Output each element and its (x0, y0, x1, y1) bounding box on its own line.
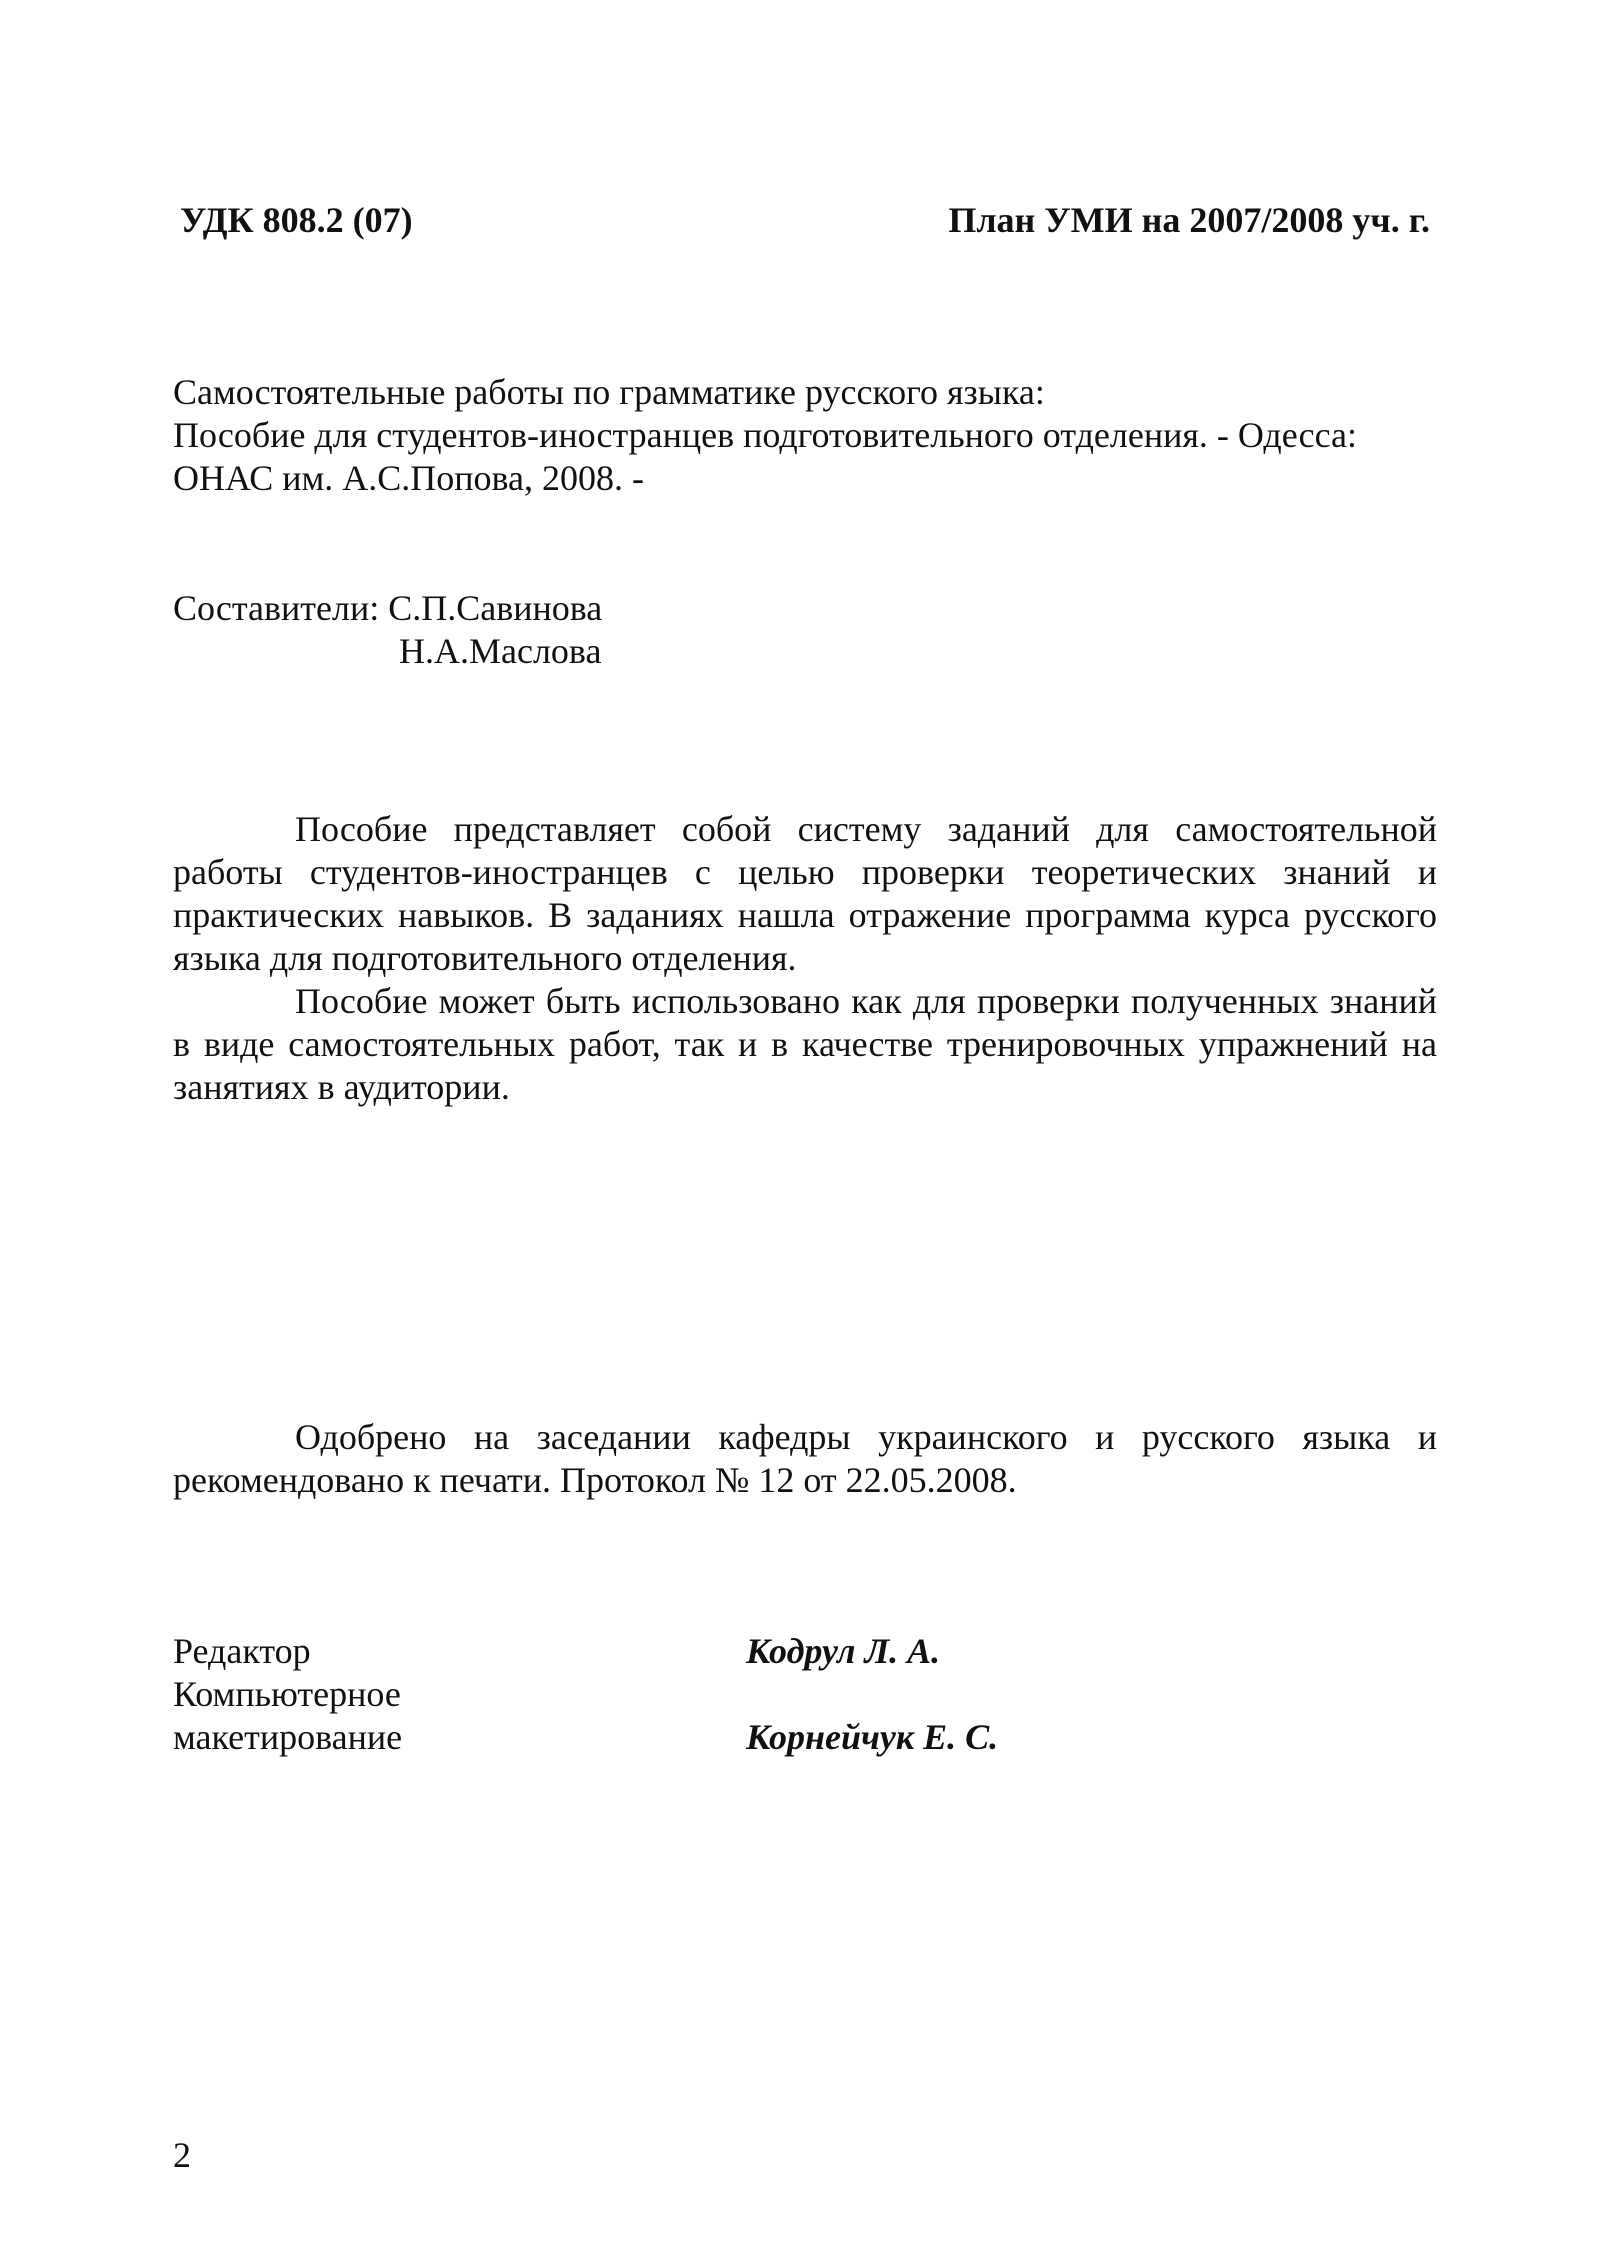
compilers-label: Составители: С.П.Савинова (173, 588, 603, 628)
citation-line-3: ОНАС им. А.С.Попова, 2008. - (173, 458, 645, 498)
layout-name: Корнейчук Е. С. (746, 1717, 999, 1757)
compiler-second: Н.А.Маслова (399, 631, 602, 671)
abstract-paragraph-1: Пособие представляет собой систему заданий для самостоятельной работы студентов-иностранцев с целью проверки теоретических знаний и практических навыков. В заданиях нашла отражение программа курса русского языка для подготовительного отделения. (173, 809, 1437, 978)
layout-role-line-1: Компьютерное (173, 1674, 401, 1714)
editor-role: Редактор (173, 1631, 311, 1671)
compilers-block (173, 587, 602, 673)
approval-note: Одобрено на заседании кафедры украинского и русского языка и рекомендовано к печати. Протокол № 12 от 22.05.2008. (173, 1417, 1437, 1500)
plan-umi: План УМИ на 2007/2008 уч. г. (948, 200, 1430, 240)
citation-line-1: Самостоятельные работы по грамматике русского языка: (173, 372, 1045, 412)
editor-name: Кодрул Л. А. (746, 1631, 941, 1671)
bibliographic-citation (173, 371, 1443, 500)
abstract-paragraph-2: Пособие может быть использовано как для проверки полученных знаний в виде самостоятельных работ, так и в качестве тренировочных упражнений на занятиях в аудитории. (173, 981, 1437, 1107)
staff-credits (173, 1630, 1073, 1770)
udk-code: УДК 808.2 (07) (180, 200, 413, 240)
citation-line-2: Пособие для студентов-иностранцев подготовительного отделения. - Одесса: (173, 415, 1357, 455)
layout-role-line-2: макетирование (173, 1717, 403, 1757)
page-number: 2 (173, 2135, 191, 2175)
